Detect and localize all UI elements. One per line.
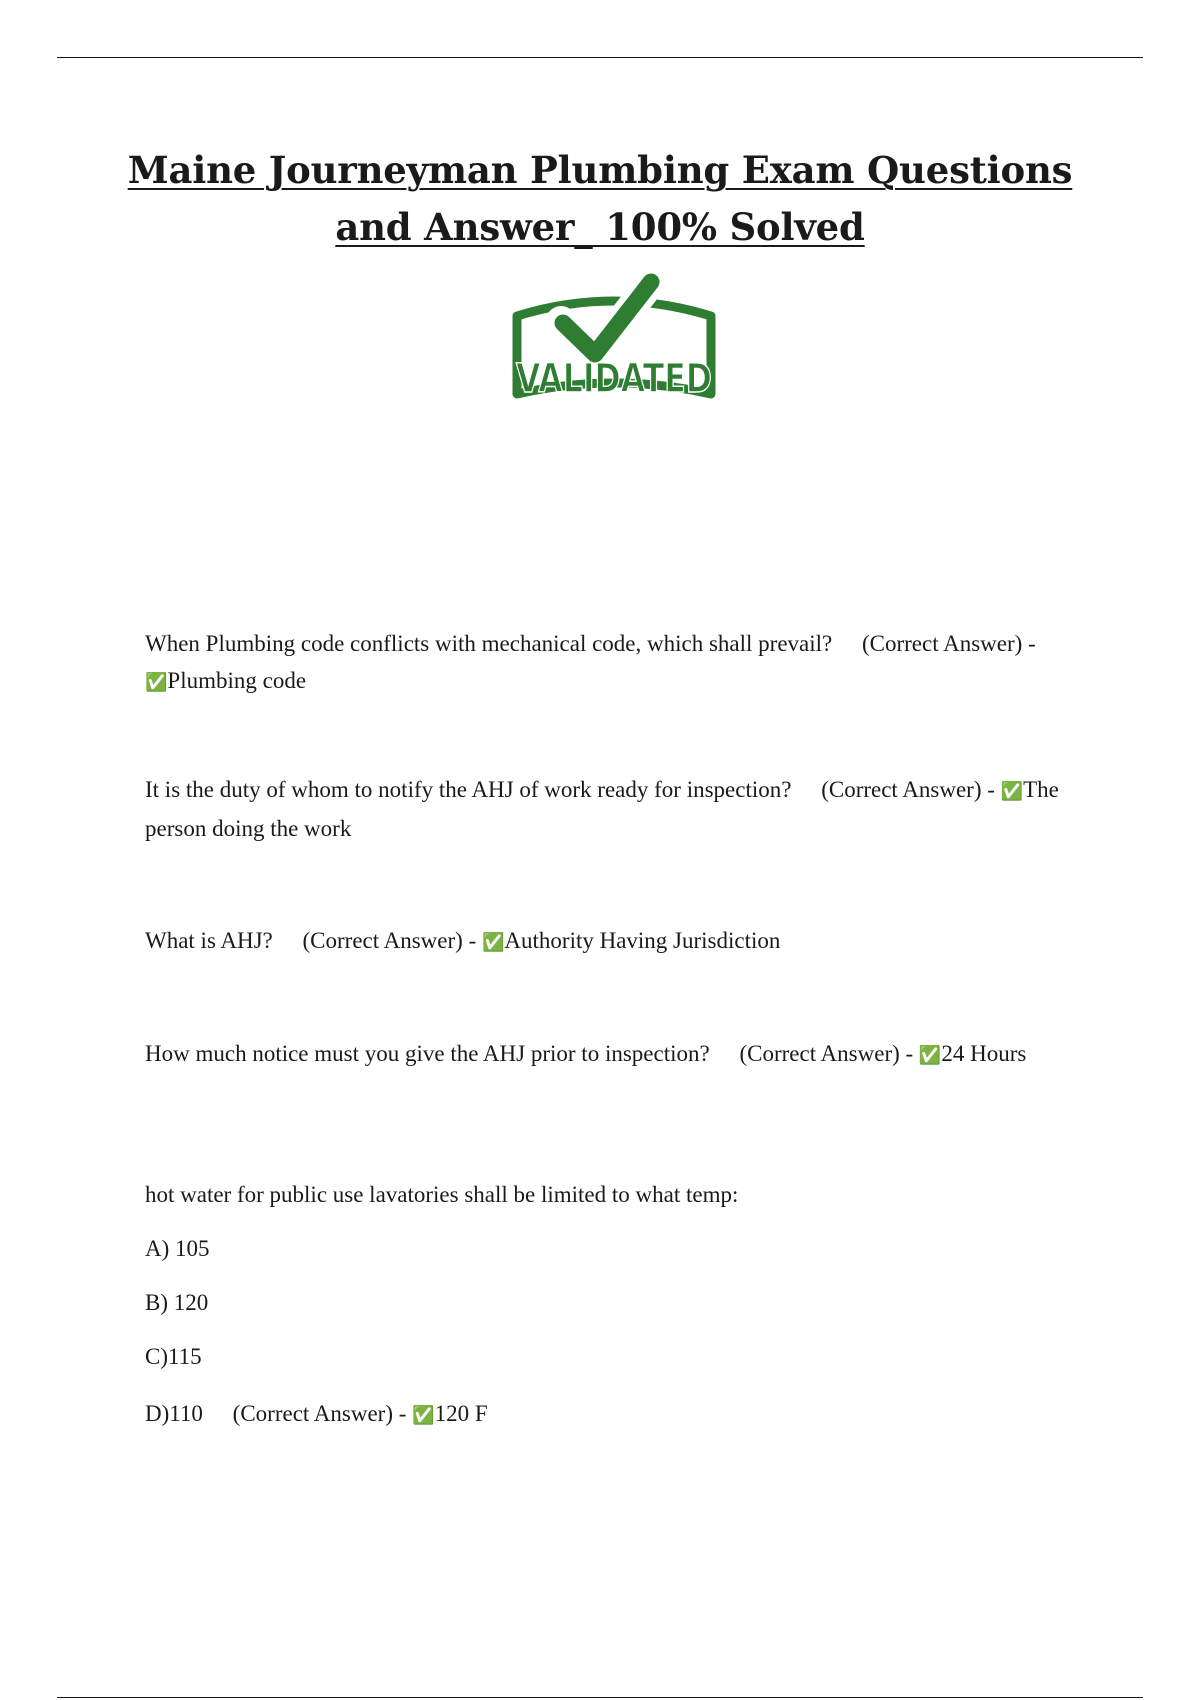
option-text: C)115 [145,1344,202,1369]
bottom-rule [57,1697,1143,1698]
badge-text: VALIDATED [516,356,712,402]
check-icon: ✅ [918,1045,942,1066]
document-title [100,142,1100,256]
check-icon: ✅ [412,1405,435,1426]
check-icon: ✅ [145,672,168,693]
check-icon: ✅ [481,932,505,953]
title-line-1: Maine Journeyman Plumbing Exam Questions [127,148,1073,192]
answer-text: The person doing the work [145,777,1059,841]
qa-item-2 [145,771,1090,847]
answer-text: Authority Having Jurisdiction [504,928,781,953]
answer-label: (Correct Answer) - [821,777,995,802]
answer-label: (Correct Answer) - [302,928,477,953]
question-text: How much notice must you give the AHJ prior to inspection? [145,1041,710,1066]
answer-label: (Correct Answer) - [861,631,1036,656]
qa-item-1 [145,625,1090,701]
answer-text: 24 Hours [941,1041,1027,1066]
qa-item-4 [145,1035,1090,1074]
option-d [145,1395,1090,1434]
option-text: B) 120 [145,1290,209,1315]
option-text: A) 105 [145,1236,210,1261]
qa-item-3 [145,922,1090,961]
top-rule [57,57,1143,58]
option-a [145,1230,1090,1267]
check-icon: ✅ [1000,781,1024,802]
question-text: hot water for public use lavatories shall be limited to what temp: [145,1182,739,1207]
validated-badge [503,276,725,424]
question-text: It is the duty of whom to notify the AHJ of work ready for inspection? [145,777,792,802]
question-text: When Plumbing code conflicts with mechanical code, which shall prevail? [145,631,833,656]
title-line-2: and Answer_ 100% Solved [335,205,865,249]
option-text: D)110 [145,1401,203,1426]
answer-text: 120 F [434,1401,488,1426]
qa-item-5-question [145,1176,1090,1213]
question-text: What is AHJ? [145,928,273,953]
answer-text: Plumbing code [167,668,307,693]
option-b [145,1284,1090,1321]
answer-label: (Correct Answer) - [232,1401,407,1426]
answer-label: (Correct Answer) - [739,1041,914,1066]
option-c [145,1338,1090,1375]
